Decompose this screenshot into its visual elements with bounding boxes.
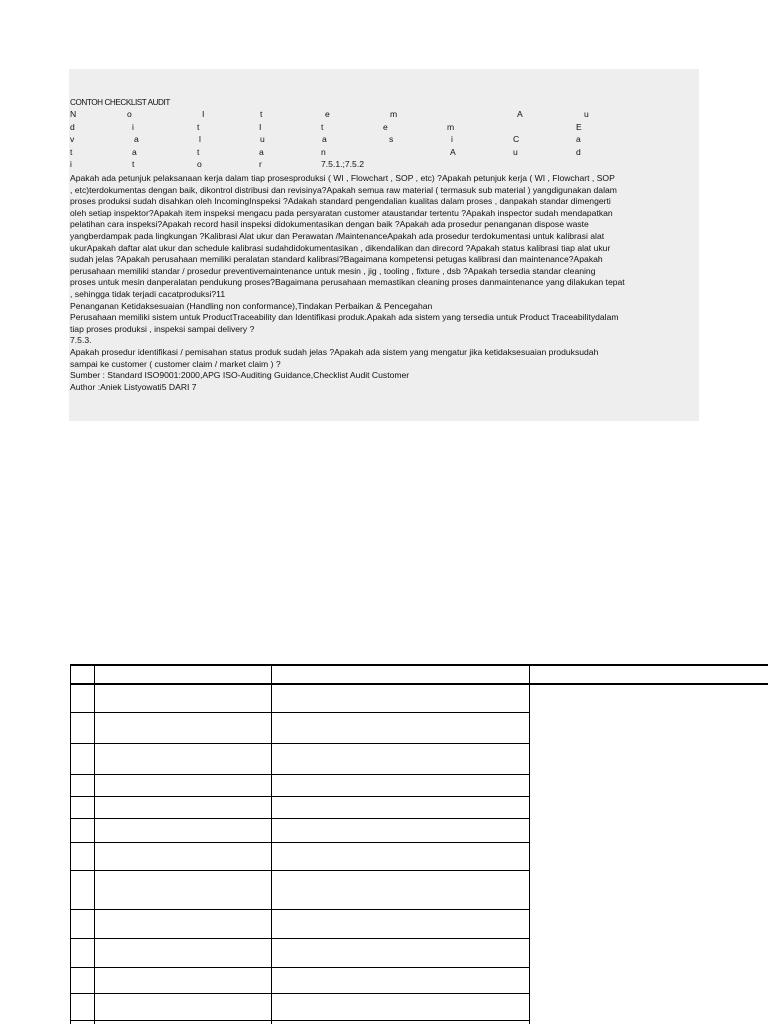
letter-cell: o bbox=[197, 159, 202, 169]
paragraph-line: ukurApakah daftar alat ukur dan schedule kalibrasi sudahdidokumentasikan , dikendalikan dan direcord ?Apakah status kalibrasi tiap alat ukur bbox=[70, 242, 611, 253]
letter-cell: t bbox=[197, 147, 200, 157]
paragraph-line: pelatihan cara inspeksi?Apakah record hasil inspeksi didokumentasikan dengan baik ?Apakah ada prosedur penanganan dispose waste bbox=[70, 219, 589, 230]
table-row-border bbox=[70, 743, 529, 744]
letter-cell: I bbox=[259, 122, 262, 132]
table-row-border bbox=[70, 842, 529, 843]
paragraph-line: , sehingga tidak terjadi cacatproduksi?11 bbox=[70, 288, 226, 299]
letter-cell: a bbox=[322, 134, 327, 144]
paragraph-line: Sumber : Standard ISO9001:2000,APG ISO-Auditing Guidance,Checklist Audit Customer bbox=[70, 370, 410, 381]
letter-cell: e bbox=[325, 109, 330, 119]
letter-row bbox=[70, 134, 698, 146]
letter-cell: C bbox=[513, 134, 520, 144]
paragraph-line: perusahaan memiliki standar / prosedur preventivemaintenance untuk mesin , jig , tooling , fixture , dsb ?Apakah tersedia standar cleaning bbox=[70, 265, 596, 276]
document-title: CONTOH CHECKLIST AUDIT bbox=[70, 98, 170, 107]
letter-cell: i bbox=[451, 134, 453, 144]
letter-cell: m bbox=[390, 109, 398, 119]
table-top-border bbox=[70, 664, 768, 666]
paragraph-line: oleh setiap inspektor?Apakah item inspeksi mengacu pada persyaratan customer ataustandar tertentu ?Apakah inspector sudah mendapatkan bbox=[70, 207, 613, 218]
paragraph-line: , etc)terdokumentas dengan baik, dikontrol distribusi dan revisinya?Apakah semua raw material ( termasuk sub material ) yangdigunakan dalam bbox=[70, 184, 617, 195]
letter-cell: e bbox=[383, 122, 388, 132]
letter-cell: a bbox=[576, 134, 581, 144]
paragraph-line: yangberdampak pada lingkungan ?Kalibrasi Alat ukur dan Perawatan /MaintenanceApakah ada prosedur terdokumentasi untuk kalibrasi alat bbox=[70, 230, 605, 241]
table-row-border bbox=[70, 1020, 529, 1021]
letter-cell: t bbox=[70, 147, 73, 157]
paragraph-line: sampai ke customer ( customer claim / market claim ) ? bbox=[70, 358, 281, 369]
letter-row bbox=[70, 159, 698, 171]
table-row-border bbox=[70, 938, 529, 939]
table-col-border bbox=[70, 664, 71, 1024]
paragraph-line: Author :Aniek Listyowati5 DARI 7 bbox=[70, 381, 197, 392]
letter-cell: t bbox=[260, 109, 263, 119]
paragraph-line: Perusahaan memiliki sistem untuk ProductTraceability dan Identifikasi produk.Apakah ada sistem yang tersedia untuk Product Traceabilitydalam bbox=[70, 312, 619, 323]
table-header-border bbox=[70, 683, 768, 685]
letter-row bbox=[70, 122, 698, 134]
paragraph-line: Apakah ada petunjuk pelaksanaan kerja dalam tiap prosesproduksi ( WI , Flowchart , SOP , etc) ?Apakah petunjuk kerja ( WI , Flowchart , SOP bbox=[70, 173, 615, 183]
letter-cell: n bbox=[321, 147, 326, 157]
table-row-border bbox=[70, 909, 529, 910]
letter-cell: t bbox=[197, 122, 200, 132]
paragraph-line: proses produksi sudah disahkan oleh IncomingInspeksi ?Adakah standard pengendalian kualitas dalam proses , danpakah standar dimengerti bbox=[70, 196, 611, 207]
letter-cell: A bbox=[517, 109, 523, 119]
paragraph-line: sudah jelas ?Apakah perusahaan memiliki peralatan standard kalibrasi?Bagaimana kompetensi petugas kalibrasi dan maintenance?Apakah bbox=[70, 254, 603, 265]
letter-row bbox=[70, 147, 698, 159]
letter-cell: m bbox=[447, 122, 455, 132]
letter-cell: i bbox=[132, 122, 134, 132]
paragraph-line: tiap proses produksi , inspeksi sampai delivery ? bbox=[70, 323, 255, 334]
letter-cell: I bbox=[202, 109, 205, 119]
table-col-border bbox=[271, 664, 272, 1024]
paragraph-line: proses untuk mesin danperalatan pendukung proses?Bagaimana perusahaan memastikan cleaning proses danmaintenance yang dilakukan tepat bbox=[70, 277, 625, 288]
letter-cell: l bbox=[199, 134, 201, 144]
paragraph-line: Apakah prosedur identifikasi / pemisahan status produk sudah jelas ?Apakah ada sistem yang mengatur jika ketidaksesuaian produksudah bbox=[70, 346, 599, 357]
letter-cell: a bbox=[132, 147, 137, 157]
letter-cell: E bbox=[576, 122, 582, 132]
table-row-border bbox=[70, 774, 529, 775]
letter-cell: t bbox=[321, 122, 324, 132]
letter-cell: u bbox=[260, 134, 265, 144]
letter-cell: N bbox=[70, 109, 77, 119]
letter-cell: s bbox=[389, 134, 394, 144]
letter-cell: a bbox=[134, 134, 139, 144]
paragraph-line: Penanganan Ketidaksesuaian (Handling non conformance),Tindakan Perbaikan & Pencegahan bbox=[70, 300, 433, 311]
letter-cell: A bbox=[450, 147, 456, 157]
letter-cell: 7.5.1.;7.5.2 bbox=[321, 159, 365, 169]
letter-cell: u bbox=[513, 147, 518, 157]
table-row-border bbox=[70, 870, 529, 871]
letter-row bbox=[70, 109, 698, 121]
letter-cell: t bbox=[132, 159, 135, 169]
letter-cell: i bbox=[70, 159, 72, 169]
letter-cell: v bbox=[70, 134, 75, 144]
letter-cell: u bbox=[584, 109, 589, 119]
table-row-border bbox=[70, 796, 529, 797]
table-row-border bbox=[70, 967, 529, 968]
checklist-paragraph bbox=[70, 173, 698, 393]
letter-cell: d bbox=[70, 122, 75, 132]
paragraph-line: 7.5.3. bbox=[70, 335, 92, 346]
letter-cell: d bbox=[576, 147, 581, 157]
table-col-border bbox=[94, 664, 95, 1024]
letter-cell: o bbox=[127, 109, 132, 119]
checklist-table bbox=[70, 664, 768, 1024]
table-col-border bbox=[529, 664, 530, 1024]
table-row-border bbox=[70, 993, 529, 994]
letter-cell: a bbox=[259, 147, 264, 157]
table-row-border bbox=[70, 818, 529, 819]
table-row-border bbox=[70, 712, 529, 713]
letter-cell: r bbox=[259, 159, 262, 169]
